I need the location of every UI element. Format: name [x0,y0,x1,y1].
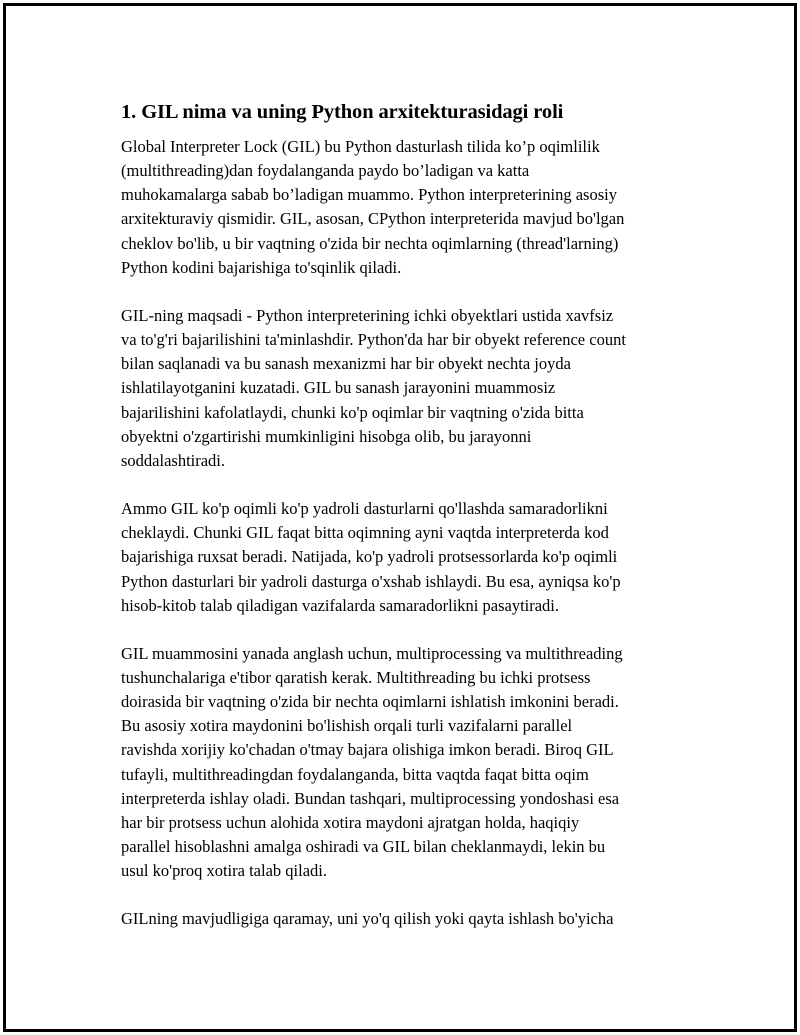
text-line: ravishda xorijiy ko'chadan o'tmay bajara olishiga imkon beradi. Biroq GIL [121,740,614,760]
text-line: tufayli, multithreadingdan foydalanganda, bitta vaqtda faqat bitta oqim [121,764,589,784]
text-line: Python dasturlari bir yadroli dasturga o'xshab ishlaydi. Bu esa, ayniqsa ko'p [121,571,621,591]
text-line: interpreterda ishlay oladi. Bundan tashqari, multiprocessing yondoshasi esa [121,788,620,808]
text-line: obyektni o'zgartirishi mumkinligini hisobga olib, bu jarayonni [121,426,532,446]
text-line: tushunchalariga e'tibor qaratish kerak. Multithreading bu ichki protsess [121,667,591,687]
text-line: bajarishiga ruxsat beradi. Natijada, ko'p yadroli protsessorlarda ko'p oqimli [121,547,618,567]
text-line: parallel hisoblashni amalga oshiradi va GIL bilan cheklanmaydi, lekin bu [121,837,606,857]
text-line: cheklaydi. Chunki GIL faqat bitta oqimning ayni vaqtda interpreterda kod [121,523,609,543]
paragraph-gil-definition [121,135,696,280]
text-line: soddalashtiradi. [121,450,226,470]
section-heading: 1. GIL nima va uning Python arxitekturasidagi roli [121,101,564,123]
text-line: (multithreading)dan foydalanganda paydo bo’ladigan va katta [121,161,530,181]
text-line: Python kodini bajarishiga to'sqinlik qiladi. [121,257,402,277]
text-line: va to'g'ri bajarilishini ta'minlashdir. Python'da har bir obyekt reference count [121,330,626,350]
text-line: usul ko'proq xotira talab qiladi. [121,861,327,881]
text-line: doirasida bir vaqtning o'zida bir nechta oqimlarni ishlatish imkonini beradi. [121,692,619,712]
text-line: bajarilishini kafolatlaydi, chunki ko'p oqimlar bir vaqtning o'zida bitta [121,402,584,422]
paragraph-gil-removal [121,907,696,931]
text-line: Bu asosiy xotira maydonini bo'lishish orqali turli vazifalarni parallel [121,716,573,736]
text-line: har bir protsess uchun alohida xotira maydoni ajratgan holda, haqiqiy [121,812,580,832]
text-line: muhokamalarga sabab bo’ladigan muammo. Python interpreterining asosiy [121,185,617,205]
paragraph-gil-purpose [121,304,696,473]
paragraph-multiprocessing [121,642,696,884]
document-body [121,98,696,956]
paragraph-gil-limitations [121,497,696,618]
text-line: ishlatilayotganini kuzatadi. GIL bu sanash jarayonini muammosiz [121,378,556,398]
text-line: GILning mavjudligiga qaramay, uni yo'q qilish yoki qayta ishlash bo'yicha [121,909,614,929]
page-frame [3,3,797,1032]
text-line: GIL muammosini yanada anglash uchun, multiprocessing va multithreading [121,643,623,663]
text-line: Global Interpreter Lock (GIL) bu Python dasturlash tilida ko’p oqimlilik [121,137,600,156]
text-line: cheklov bo'lib, u bir vaqtning o'zida bir nechta oqimlarning (thread'larning) [121,233,619,253]
text-line: bilan saqlanadi va bu sanash mexanizmi har bir obyekt nechta joyda [121,354,571,374]
text-line: Ammo GIL ko'p oqimli ko'p yadroli dasturlarni qo'llashda samaradorlikni [121,499,608,519]
text-line: hisob-kitob talab qiladigan vazifalarda samaradorlikni pasaytiradi. [121,595,560,615]
text-line: GIL-ning maqsadi - Python interpreterining ichki obyektlari ustida xavfsiz [121,305,614,325]
text-line: arxitekturaviy qismidir. GIL, asosan, CPython interpreterida mavjud bo'lgan [121,209,625,229]
